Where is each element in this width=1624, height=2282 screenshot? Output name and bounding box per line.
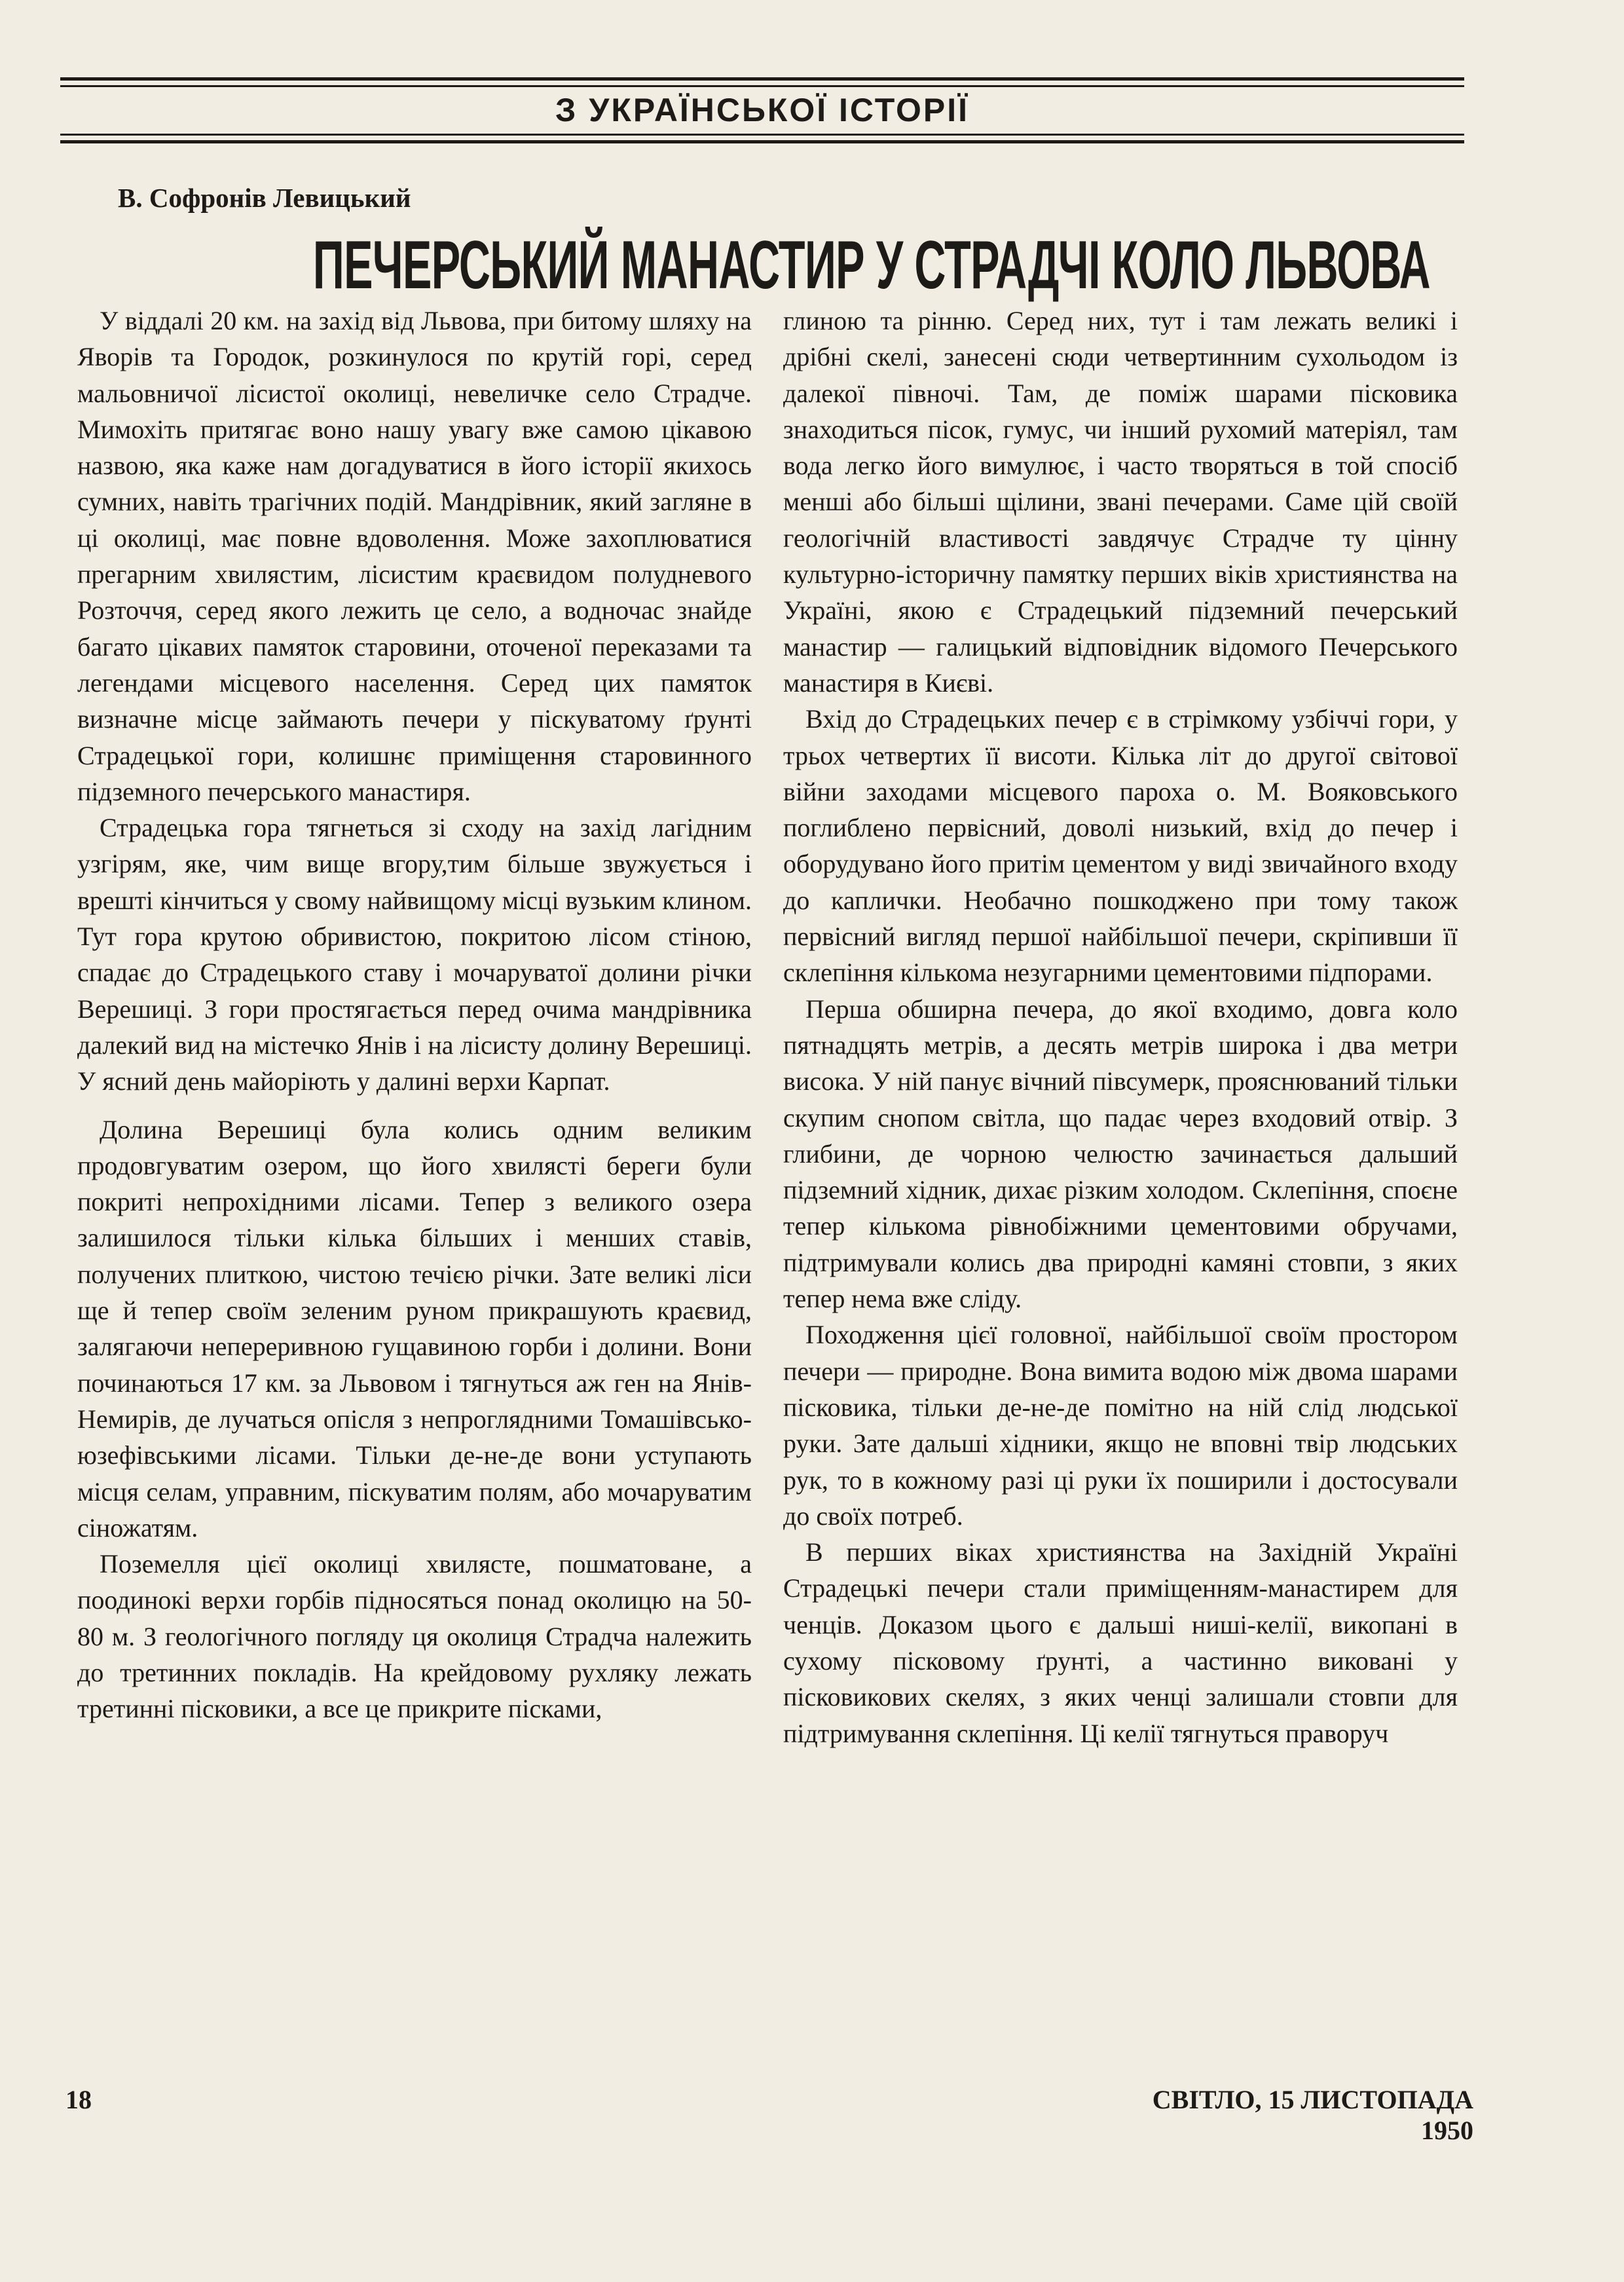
paragraph: У віддалі 20 км. на захід від Львова, при битому шляху на Яворів та Городок, розкинулося по крутій горі, серед мальовничої лісистої околиці, невеличке село Страдче. Мимохіть притягає воно нашу увагу вже самою цікавою назвою, яка каже нам догадуватися в його історії якихось сумних, навіть трагічних подій. Мандрівник, який загляне в ці околиці, має повне вдоволення. Може захоплюватися прегарним хвилястим, лісистим краєвидом полудневого Розточчя, серед якого лежить це село, а водночас знайде багато цікавих памяток старовини, оточеної переказами та легендами місцевого населення. Серед цих памяток визначне місце займають печери у піскуватому ґрунті Страдецької гори, колишнє приміщення старовинного підземного печерського манастиря. [77,306,752,806]
paragraph: Страдецька гора тягнеться зі сходу на захід лагідним узгірям, яке, чим вище вгору,тим більше звужується і врешті кінчиться у свому найвищому місці вузьким клином. Тут гора крутою обривистою, покритою лісом стіною, спадає до Страдецького ставу і мочаруватої долини річки Верешиці. З гори простягається перед очима мандрівника далекий вид на містечко Янів і на лісисту долину Верешиці. У ясний день майоріють у далині верхи Карпат. [77,813,752,1096]
paragraph: Поземелля цієї околиці хвилясте, пошматоване, а поодинокі верхи горбів підносяться понад околицю на 50-80 м. З геологічного погляду ця околиця Страдча належить до третинних покладів. На крейдовому рухляку лежать третинні пісковики, а все це прикрите пісками, [77,1549,752,1724]
header-rule-bottom [60,134,1464,148]
publication-footer: СВІТЛО, 15 ЛИСТОПАДА 1950 [1152,2085,1473,2145]
left-column [77,303,752,1727]
page-number: 18 [65,2085,92,2114]
section-title: З УКРАЇНСЬКОЇ ІСТОРІЇ [555,92,969,128]
paragraph: Походження цієї головної, найбільшої своїм простором печери — природне. Вона вимита водою між двома шарами пісковика, тільки де-не-де помітно на ній слід людської руки. Зате дальші хідники, якщо не вповні твір людських рук, то в кожному разі ці руки їх поширили і достосували до своїх потреб. [783,1320,1458,1531]
article-author: В. Софронів Левицький [118,183,411,213]
header-rule-top [60,77,1464,92]
right-column [783,303,1458,1751]
paragraph: Долина Верешиці була колись одним великим продовгуватим озером, що його хвилясті береги були покриті непрохідними лісами. Тепер з великого озера залишилося тільки кілька більших і менших ставів, получених плиткою, чистою течією річки. Зате великі ліси ще й тепер своїм зеленим руном прикрашують краєвид, залягаючи непереривною гущавиною горби і долини. Вони починаються 17 км. за Львовом і тягнуться аж ген на Янів-Немирів, де лучаться опісля з непроглядними Томашівсько-юзефівськими лісами. Тільки де-не-де вони уступають місця селам, управним, піскуватим полям, або мочаруватим сіножатям. [77,1114,752,1543]
article-headline: ПЕЧЕРСЬКИЙ МАНАСТИР У СТРАДЧІ КОЛО ЛЬВОВА [312,227,1430,303]
paragraph: Вхід до Страдецьких печер є в стрімкому узбіччі гори, у трьох четвертих її висоти. Кілька літ до другої світової війни заходами місцевого пароха о. М. Вояковського поглиблено первісний, доволі низький, вхід до печер і оборудувано його притім цементом у виді звичайного входу до каплички. Необачно пошкоджено при тому також первісний вигляд першої найбільшої печери, скріпивши її склепіння кількома незугарними цементовими підпорами. [783,704,1458,988]
paragraph: глиною та рінню. Серед них, тут і там лежать великі і дрібні скелі, занесені сюди четвертинним сухольодом із далекої півночі. Там, де поміж шарами пісковика знаходиться пісок, гумус, чи інший рухомий матеріял, там вода легко його вимулює, і часто творяться в той спосіб менші або більші щілини, звані печерами. Саме цій своїй геологічній властивості завдячує Страдче ту цінну культурно-історичну памятку перших віків християнства на Україні, якою є Страдецький підземний печерський манастир — галицький відповідник відомого Печерського манастиря в Києві. [783,306,1458,698]
paragraph: Перша обширна печера, до якої входимо, довга коло пятнадцять метрів, а десять метрів широка і два метри висока. У ній панує вічний півсумерк, прояснюваний тільки скупим снопом світла, що падає через входовий отвір. З глибини, де чорною челюстю зачинається дальший підземний хідник, дихає різким холодом. Склепіння, споєне тепер кількома рівнобіжними цементовими обручами, підтримували колись два природні камяні стовпи, з яких тепер нема вже сліду. [783,994,1458,1314]
paragraph: В перших віках християнства на Західній Україні Страдецькі печери стали приміщенням-манастирем для ченців. Доказом цього є дальші ниші-келії, викопані в сухому пісковому ґрунті, а частинно виковані у пісковикових скелях, з яких ченці залишали стовпи для підтримування склепіння. Ці келії тягнуться праворуч [783,1537,1458,1748]
